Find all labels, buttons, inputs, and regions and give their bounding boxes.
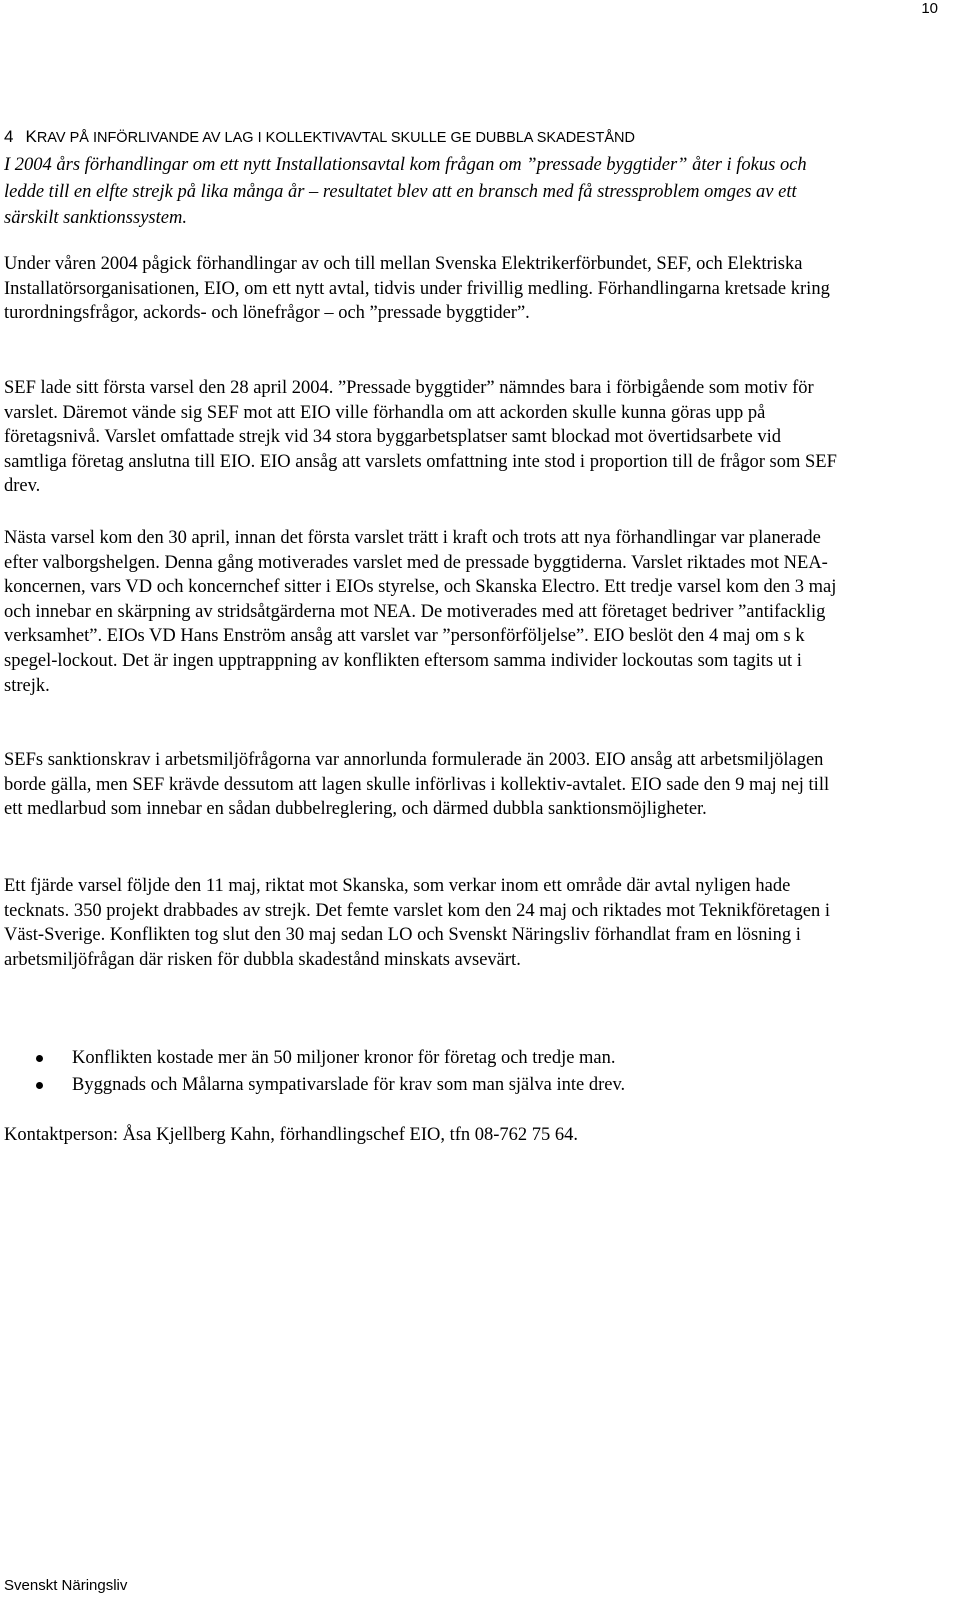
bullet-list [0,1045,900,1099]
section-number: 4 [4,127,14,146]
body-paragraph: Ett fjärde varsel följde den 11 maj, riktat mot Skanska, som verkar inom ett område där avtal nyligen hade tecknats. 350 projekt drabbades av strejk. Det femte varslet kom den 24 maj och riktades mot Teknikföretagen i Väst-Sverige. Konflikten tog slut den 30 maj sedan LO och Svenskt Näringsliv förhandlat fram en lösning i arbetsmiljöfrågan där risken för dubbla skadestånd minskats avsevärt. [4,876,830,970]
section-title: RAV PÅ INFÖRLIVANDE AV LAG I KOLLEKTIVAVTAL SKULLE GE DUBBLA SKADESTÅND [36,130,636,146]
body-paragraph: Nästa varsel kom den 30 april, innan det första varslet trätt i kraft och trots att nya förhandlingar var planerade efter valborgshelgen. Denna gång motiverades varslet med de pressade byggtiderna. Varslet riktades mot NEA-koncernen, vars VD och koncernchef sitter i EIOs styrelse, och Skanska Electro. Ett tredje varsel kom den 3 maj och innebar en skärpning av stridsåtgärderna mot NEA. De motiverades med att företaget bedriver ”antifacklig verksamhet”. EIOs VD Hans Enström ansåg att varslet var ”personförföljelse”. EIO beslöt den 4 maj om s k spegel-lockout. Det är ingen upptrappning av konflikten eftersom samma individer lockoutas som tagits ut i strejk. [4,528,837,696]
body-paragraph: SEFs sanktionskrav i arbetsmiljöfrågorna var annorlunda formulerade än 2003. EIO ansåg att arbetsmiljölagen borde gälla, men SEF krävde dessutom att lagen skulle införlivas i kollektiv-avtalet. EIO sade den 9 maj nej till ett medlarbud som innebar en sådan dubbelreglering, och därmed dubbla sanktionsmöjligheter. [4,750,830,820]
footer-organization: Svenskt Näringsliv [4,1577,128,1594]
section-title-initial: K [25,127,37,146]
list-item-text: Konflikten kostade mer än 50 miljoner kronor för företag och tredje man. [72,1048,616,1068]
list-item [0,1045,900,1072]
section-heading [4,126,944,149]
list-item-text: Byggnads och Målarna sympativarslade för krav som man själva inte drev. [72,1075,626,1095]
lead-paragraph: I 2004 års förhandlingar om ett nytt Installationsavtal kom frågan om ”pressade byggtider” åter i fokus och ledde till en elfte strejk på lika många år – resultatet blev att en bransch med få stressproblem omges av ett särskilt sanktionssystem. [4,155,807,228]
page-number: 10 [921,0,938,17]
list-item [0,1072,900,1099]
bullet-icon [36,1082,43,1089]
contact-line: Kontaktperson: Åsa Kjellberg Kahn, förhandlingschef EIO, tfn 08-762 75 64. [4,1125,579,1145]
body-paragraph: Under våren 2004 pågick förhandlingar av och till mellan Svenska Elektrikerförbundet, SEF, och Elektriska Installatörsorganisationen, EIO, om ett nytt avtal, tidvis under frivillig medling. Förhandlingarna kretsade kring turordningsfrågor, ackords- och lönefrågor – och ”pressade byggtider”. [4,254,830,324]
bullet-icon [36,1055,43,1062]
body-paragraph: SEF lade sitt första varsel den 28 april 2004. ”Pressade byggtider” nämndes bara i förbigående som motiv för varslet. Däremot vände sig SEF mot att EIO ville förhandla om att ackorden skulle kunna göras upp på företagsnivå. Varslet omfattade strejk vid 34 stora byggarbetsplatser samt blockad mot övertidsarbete vid samtliga företag anslutna till EIO. EIO ansåg att varslets omfattning inte stod i proportion till de frågor som SEF drev. [4,378,837,497]
